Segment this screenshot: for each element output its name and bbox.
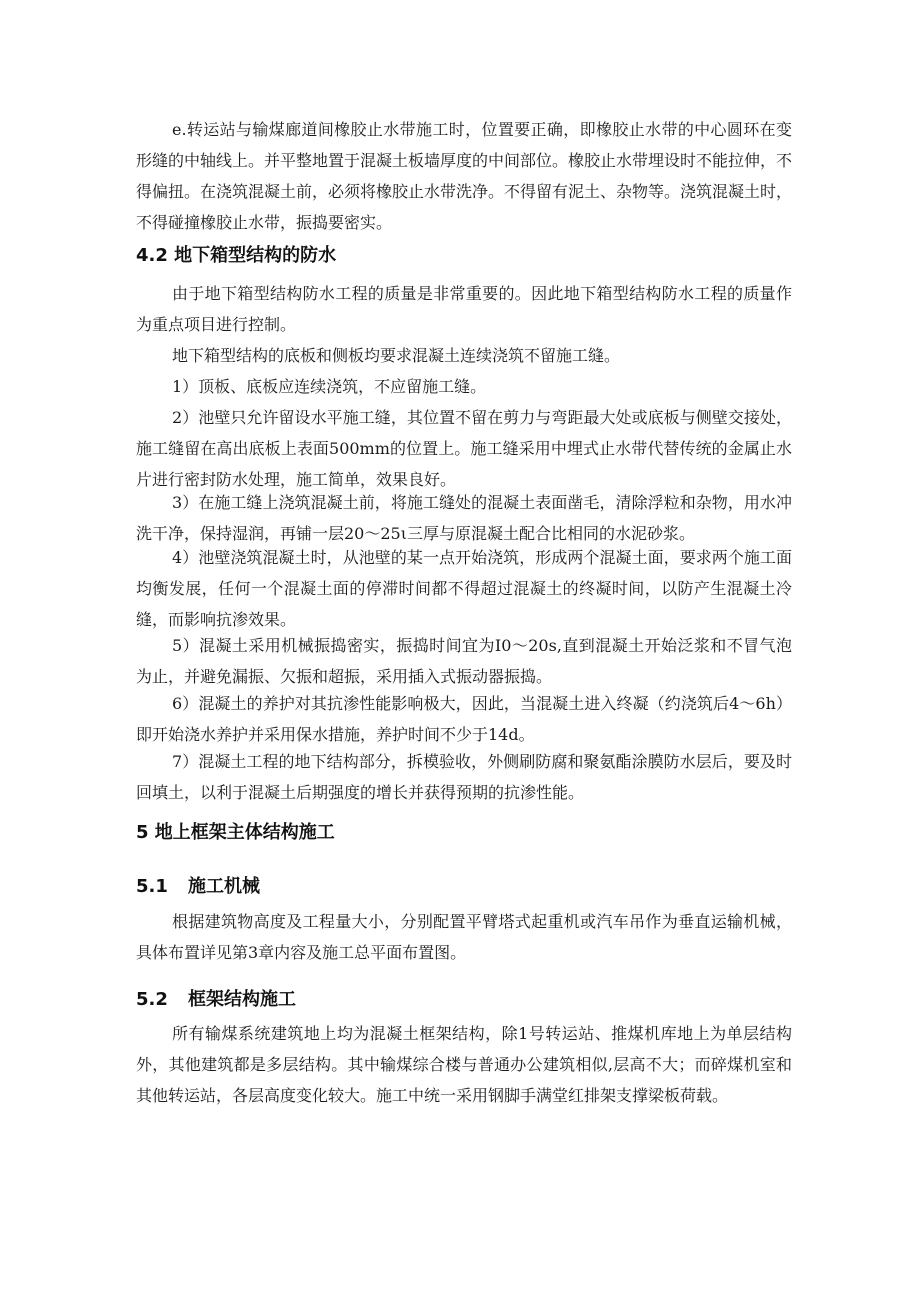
heading-5-1-title: 施工机械 (188, 876, 260, 897)
paragraph-frame-structure: 所有输煤系统建筑地上均为混凝土框架结构，除1号转运站、推煤机库地上为单层结构外，其他建筑都是多层结构。其中输煤综合楼与普通办公建筑相似,层高不大；而碎煤机室和其他转运站，各层高度变化较大。施工中统一采用钢脚手满堂红排架支撑梁板荷载。 (136, 1024, 792, 1105)
paragraph-machinery: 根据建筑物高度及工程量大小，分别配置平臂塔式起重机或汽车吊作为垂直运输机械，具体布置详见第3章内容及施工总平面布置图。 (136, 912, 792, 962)
list-item-6: 6）混凝土的养护对其抗渗性能影响极大，因此，当混凝土进入终凝（约浇筑后4～6h）即开始浇水养护并采用保水措施，养护时间不少于14d。 (136, 694, 792, 744)
paragraph-intro: 由于地下箱型结构防水工程的质量是非常重要的。因此地下箱型结构防水工程的质量作为重点项目进行控制。 (136, 284, 792, 334)
list-item-1: 1）顶板、底板应连续浇筑，不应留施工缝。 (172, 377, 487, 396)
list-item-3: 3）在施工缝上浇筑混凝土前，将施工缝处的混凝土表面凿毛，清除浮粒和杂物，用水冲洗干净，保持湿润，再铺一层20～25ι三厚与原混凝土配合比相同的水泥砂浆。 (136, 493, 792, 543)
list-item-7: 7）混凝土工程的地下结构部分，拆模验收，外侧刷防腐和聚氨酯涂膜防水层后，要及时回填土，以利于混凝土后期强度的增长并获得预期的抗渗性能。 (136, 752, 792, 802)
paragraph-continuous-pour: 地下箱型结构的底板和侧板均要求混凝土连续浇筑不留施工缝。 (172, 346, 621, 365)
paragraph-waterstop: e.转运站与输煤廊道间橡胶止水带施工时，位置要正确，即橡胶止水带的中心圆环在变形缝的中轴线上。并平整地置于混凝土板墙厚度的中间部位。橡胶止水带埋设时不能拉伸，不得偏扭。在浇筑混凝土前，必须将橡胶止水带洗净。不得留有泥土、杂物等。浇筑混凝土时，不得碰撞橡胶止水带，振捣要密实。 (136, 120, 793, 232)
heading-5-2-title: 框架结构施工 (188, 989, 296, 1010)
heading-5-1 (136, 872, 260, 898)
heading-5: 5 地上框架主体结构施工 (136, 822, 335, 843)
heading-5-2-number: 5.2 (136, 989, 168, 1010)
list-item-2: 2）池壁只允许留设水平施工缝，其位置不留在剪力与弯距最大处或底板与侧壁交接处，施工缝留在高出底板上表面500mm的位置上。施工缝采用中埋式止水带代替传统的金属止水片进行密封防水处理，施工简单，效果良好。 (136, 408, 792, 489)
heading-5-2 (136, 985, 296, 1011)
list-item-5: 5）混凝土采用机械振捣密实，振捣时间宜为I0～20s,直到混凝土开始泛浆和不冒气泡为止，并避免漏振、欠振和超振，采用插入式振动器振捣。 (136, 636, 792, 686)
heading-4-2: 4.2 地下箱型结构的防水 (136, 245, 337, 266)
heading-5-1-number: 5.1 (136, 876, 168, 897)
list-item-4: 4）池壁浇筑混凝土时，从池壁的某一点开始浇筑，形成两个混凝土面，要求两个施工面均衡发展，任何一个混凝土面的停滞时间都不得超过混凝土的终凝时间，以防产生混凝土冷缝，而影响抗渗效果。 (136, 548, 792, 629)
